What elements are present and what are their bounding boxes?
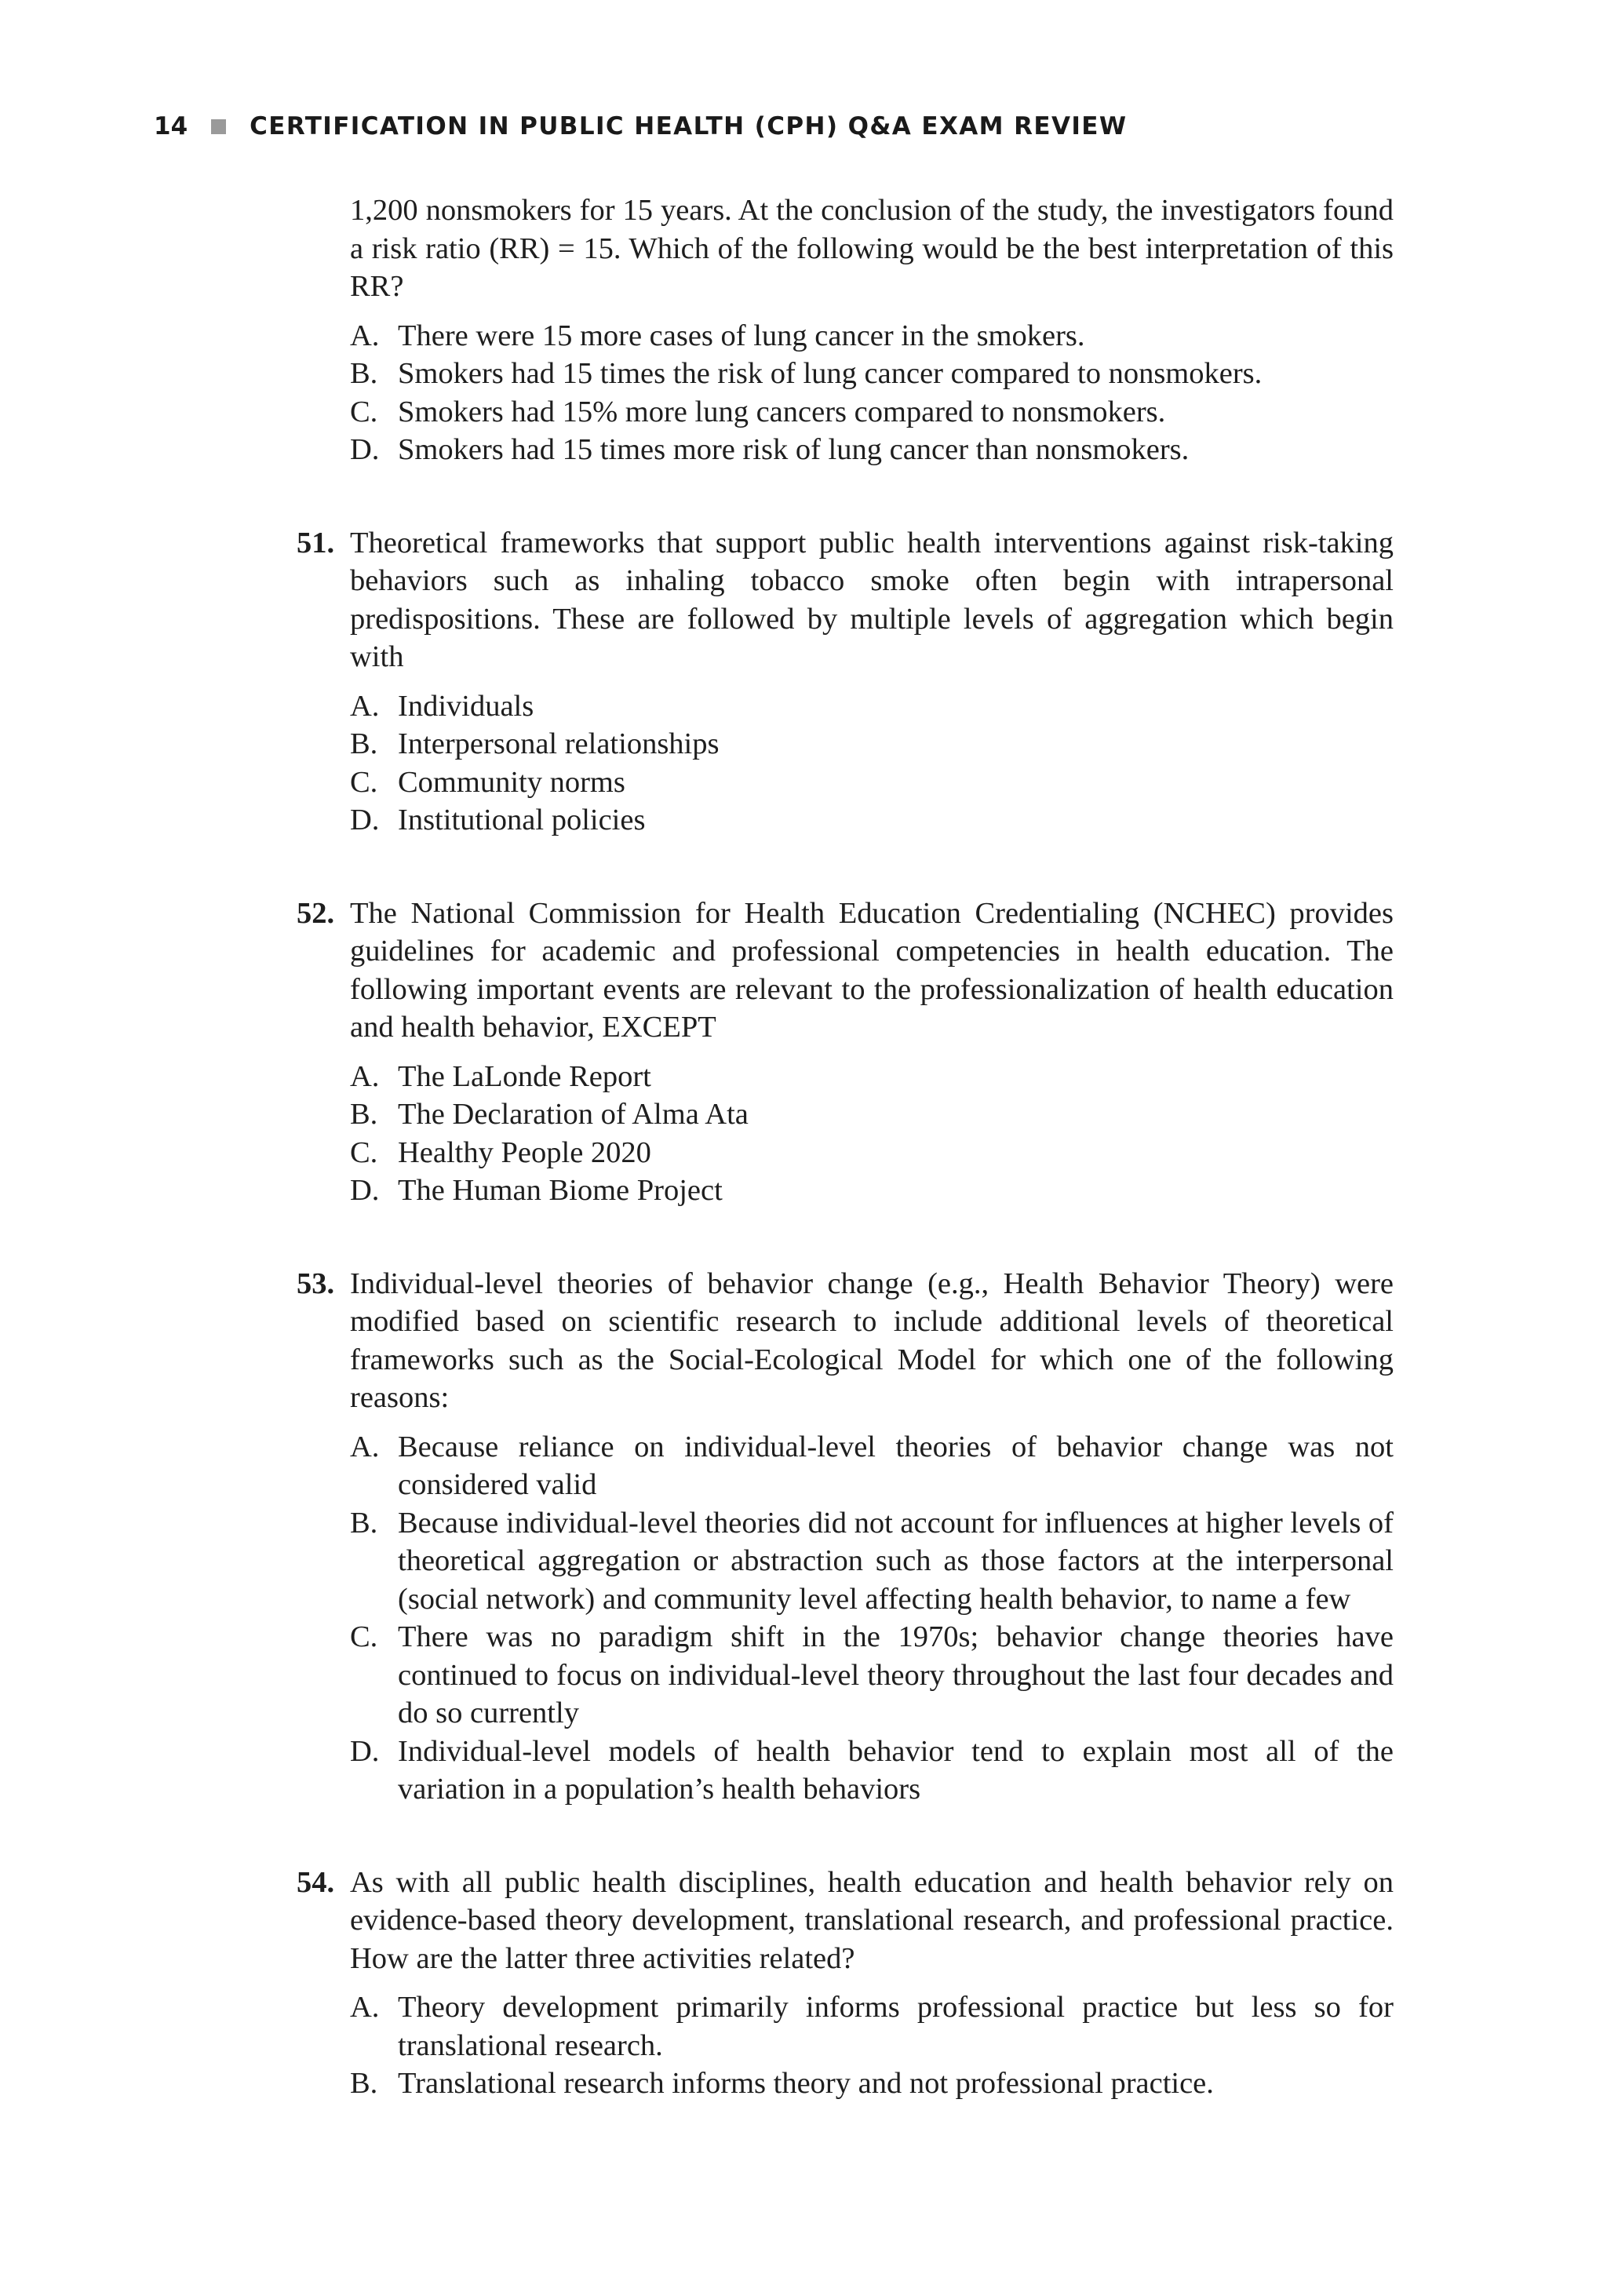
page-content <box>297 191 1394 2103</box>
answer-option-c <box>350 393 1394 432</box>
option-letter: D. <box>350 433 380 466</box>
question-stem: 1,200 nonsmokers for 15 years. At the conclusion of the study, the investigators found a risk ratio (RR) = 15. Which of the following would be the best interpretation of this RR? <box>350 194 1394 303</box>
option-text: Smokers had 15 times more risk of lung cancer than nonsmokers. <box>398 433 1190 466</box>
answer-option-c <box>350 1134 1394 1172</box>
option-letter: B. <box>350 1098 378 1131</box>
question-53 <box>297 1265 1394 1809</box>
option-letter: A. <box>350 319 380 352</box>
question-number: 54. <box>297 1865 335 1899</box>
answer-option-a <box>350 1428 1394 1504</box>
question-stem <box>297 895 1394 1047</box>
answer-option-c <box>350 764 1394 802</box>
answer-option-a <box>350 1058 1394 1096</box>
question-50 <box>350 191 1394 469</box>
answer-option-d <box>350 1733 1394 1809</box>
option-letter: D. <box>350 1174 380 1207</box>
option-letter: D. <box>350 804 380 836</box>
question-number: 53. <box>297 1266 335 1300</box>
answer-option-b <box>350 1095 1394 1134</box>
answer-option-a <box>350 687 1394 726</box>
answer-option-c <box>350 1618 1394 1733</box>
option-text: The Declaration of Alma Ata <box>398 1098 749 1131</box>
option-letter: B. <box>350 357 378 390</box>
answer-options <box>350 1988 1394 2103</box>
option-letter: B. <box>350 727 378 760</box>
question-text: Theoretical frameworks that support public health interventions against risk-taking behaviors such as inhaling tobacco smoke often begin with intrapersonal predispositions. These are followed by multiple levels of aggregation which begin with <box>350 526 1394 673</box>
question-number: 51. <box>297 526 335 559</box>
question-51 <box>297 524 1394 840</box>
square-bullet-icon <box>211 119 226 134</box>
option-letter: C. <box>350 1135 378 1169</box>
option-text: Because reliance on individual-level theories of behavior change was not considered valid <box>398 1430 1394 1501</box>
question-stem <box>297 1265 1394 1417</box>
option-letter: A. <box>350 1991 380 2024</box>
option-text: Smokers had 15 times the risk of lung cancer compared to nonsmokers. <box>398 357 1263 390</box>
question-text: The National Commission for Health Education Credentialing (NCHEC) provides guidelines for academic and professional competencies in health education. The following important events are relevant to the professionalization of health education and health behavior, EXCEPT <box>350 896 1394 1044</box>
question-stem <box>297 524 1394 676</box>
option-text: Smokers had 15% more lung cancers compared to nonsmokers. <box>398 395 1166 428</box>
answer-option-a <box>350 317 1394 355</box>
option-letter: C. <box>350 395 378 428</box>
option-text: The LaLonde Report <box>398 1059 651 1093</box>
answer-option-b <box>350 355 1394 393</box>
option-letter: A. <box>350 1059 380 1093</box>
option-text: Institutional policies <box>398 804 646 836</box>
answer-option-a <box>350 1988 1394 2065</box>
question-number: 52. <box>297 896 335 930</box>
option-text: The Human Biome Project <box>398 1174 723 1207</box>
running-title: CERTIFICATION IN PUBLIC HEALTH (CPH) Q&A EXAM REVIEW <box>250 112 1128 140</box>
option-text: There were 15 more cases of lung cancer in the smokers. <box>398 319 1085 352</box>
answer-options <box>350 1058 1394 1210</box>
option-text: Individuals <box>398 689 534 723</box>
option-text: Interpersonal relationships <box>398 727 720 760</box>
answer-option-b <box>350 725 1394 764</box>
option-text: Because individual-level theories did not account for influences at higher levels of theoretical aggregation or abstraction such as those factors at the interpersonal (social network) and community level affecting health behavior, to name a few <box>398 1506 1394 1616</box>
option-text: Theory development primarily informs professional practice but less so for translational research. <box>398 1991 1394 2062</box>
option-text: Individual-level models of health behavior tend to explain most all of the variation in a population’s health behaviors <box>398 1734 1394 1806</box>
option-letter: C. <box>350 765 378 799</box>
question-stem <box>297 1864 1394 1978</box>
option-text: Healthy People 2020 <box>398 1135 651 1169</box>
answer-options <box>350 317 1394 469</box>
option-text: Community norms <box>398 765 625 799</box>
answer-options <box>350 687 1394 840</box>
answer-options <box>350 1428 1394 1809</box>
option-letter: A. <box>350 689 380 723</box>
answer-option-b <box>350 2065 1394 2103</box>
option-letter: A. <box>350 1430 380 1463</box>
option-text: There was no paradigm shift in the 1970s; behavior change theories have continued to focus on individual-level theory throughout the last four decades and do so currently <box>398 1620 1394 1729</box>
option-letter: B. <box>350 1506 378 1540</box>
question-54 <box>297 1864 1394 2103</box>
answer-option-d <box>350 801 1394 840</box>
answer-option-d <box>350 431 1394 469</box>
question-text: Individual-level theories of behavior change (e.g., Health Behavior Theory) were modified based on scientific research to include additional levels of theoretical frameworks such as the Social-Ecological Model for which one of the following reasons: <box>350 1266 1394 1414</box>
option-letter: B. <box>350 2067 378 2100</box>
option-letter: C. <box>350 1620 378 1653</box>
option-letter: D. <box>350 1734 380 1768</box>
question-text: As with all public health disciplines, health education and health behavior rely on evidence-based theory development, translational research, and professional practice. How are the latter three activities related? <box>350 1865 1394 1975</box>
running-header <box>154 107 1127 146</box>
page-number: 14 <box>154 112 188 140</box>
option-text: Translational research informs theory and not professional practice. <box>398 2067 1214 2100</box>
answer-option-d <box>350 1172 1394 1210</box>
answer-option-b <box>350 1504 1394 1619</box>
question-52 <box>297 895 1394 1210</box>
